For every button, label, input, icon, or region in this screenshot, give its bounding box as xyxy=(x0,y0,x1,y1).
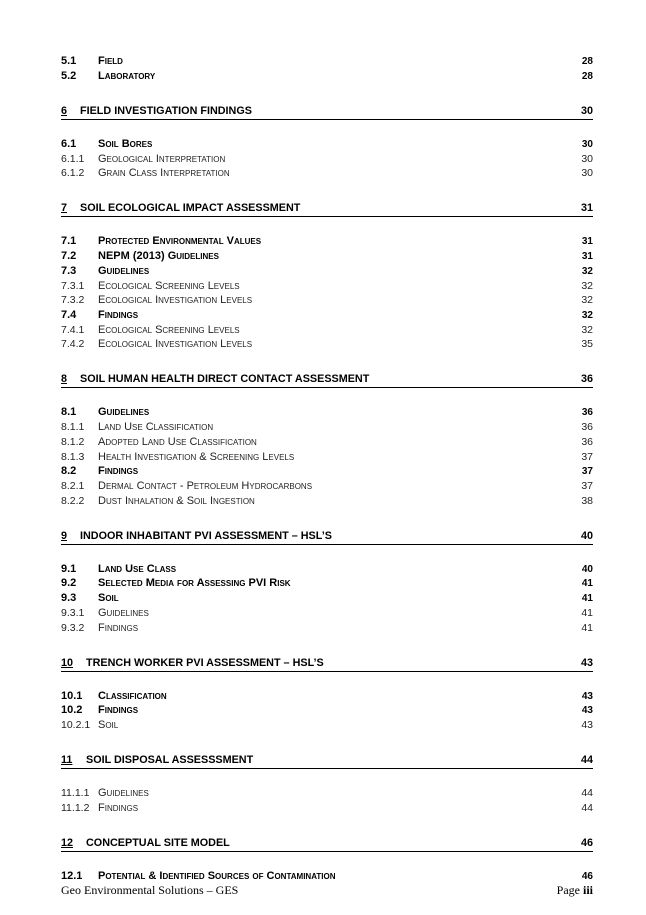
toc-entry-number: 11 xyxy=(61,754,73,767)
toc-entry-page: 31 xyxy=(580,202,593,215)
toc-entry-title: Findings xyxy=(98,621,139,634)
toc-entry-page: 43 xyxy=(581,705,593,717)
toc-entry-title: Findings xyxy=(98,801,139,814)
toc-entry-number: 6.1.2 xyxy=(61,167,85,180)
toc-entry-title: Dermal Contact - Petroleum Hydrocarbons xyxy=(98,479,313,492)
toc-entry-page: 40 xyxy=(580,529,593,542)
toc-entry-title: FIELD INVESTIGATION FINDINGS xyxy=(80,104,252,117)
toc-entry[interactable] xyxy=(61,835,593,852)
toc-entry[interactable] xyxy=(61,293,593,308)
toc-entry-page: 31 xyxy=(581,251,593,263)
toc-entry-number: 6 xyxy=(61,104,68,117)
toc-entry[interactable] xyxy=(61,420,593,435)
toc-entry-page: 32 xyxy=(581,323,593,336)
toc-entry-number: 9.2 xyxy=(61,577,77,590)
toc-entry[interactable] xyxy=(61,528,593,545)
toc-entry-page: 30 xyxy=(581,138,593,150)
toc-entry-title: SOIL HUMAN HEALTH DIRECT CONTACT ASSESSMENT xyxy=(80,373,370,386)
toc-entry-title: SOIL ECOLOGICAL IMPACT ASSESSMENT xyxy=(80,202,301,215)
toc-entry-title: Guidelines xyxy=(98,264,150,277)
toc-entry-number: 12 xyxy=(61,837,74,850)
toc-entry-title: Ecological Screening Levels xyxy=(98,279,240,292)
toc-entry-page: 28 xyxy=(581,56,593,67)
toc-entry-title: Dust Inhalation & Soil Ingestion xyxy=(98,494,255,507)
toc-entry-title: Grain Class Interpretation xyxy=(98,167,230,180)
toc-entry-title: Potential & Identified Sources of Contamination xyxy=(98,870,336,883)
toc-entry-title: Protected Environmental Values xyxy=(98,235,262,248)
toc-entry-page: 44 xyxy=(581,787,593,800)
toc-entry-number: 7.3 xyxy=(61,264,77,277)
toc-entry-number: 9.3.2 xyxy=(61,621,85,634)
toc-entry-page: 30 xyxy=(581,152,593,165)
toc-entry[interactable] xyxy=(61,718,593,733)
toc-entry-title: TRENCH WORKER PVI ASSESSMENT – HSL’S xyxy=(86,656,324,669)
toc-entry-number: 5.2 xyxy=(61,69,77,82)
toc-entry-page: 32 xyxy=(581,309,593,321)
toc-entry[interactable] xyxy=(61,264,593,279)
toc-entry-number: 8.1.1 xyxy=(61,421,85,434)
toc-entry-title: Classification xyxy=(98,689,167,702)
toc-entry-page: 37 xyxy=(581,450,593,463)
toc-entry-page: 38 xyxy=(581,494,593,507)
toc-entry-number: 5.1 xyxy=(61,55,77,67)
toc-entry[interactable] xyxy=(61,103,593,120)
toc-entry-number: 7.3.2 xyxy=(61,294,85,307)
toc-entry[interactable] xyxy=(61,562,593,577)
toc-entry-number: 7.4 xyxy=(61,308,77,321)
toc-entry-page: 40 xyxy=(581,563,593,575)
toc-entry-number: 9.1 xyxy=(61,562,77,575)
toc-entry-title: Soil Bores xyxy=(98,137,153,150)
toc-entry[interactable] xyxy=(61,786,593,801)
toc-entry-page: 43 xyxy=(580,656,593,669)
toc-entry-page: 30 xyxy=(581,167,593,180)
toc-entry-page: 37 xyxy=(581,466,593,478)
toc-entry-number: 9.3.1 xyxy=(61,606,85,619)
toc-entry[interactable] xyxy=(61,591,593,606)
toc-entry-number: 8.2 xyxy=(61,465,77,478)
toc-entry[interactable] xyxy=(61,69,593,84)
toc-entry-title: Guidelines xyxy=(98,606,149,619)
toc-entry[interactable] xyxy=(61,689,593,704)
toc-entry-title: Findings xyxy=(98,465,139,478)
toc-entry[interactable] xyxy=(61,703,593,718)
toc-entry-number: 10.2.1 xyxy=(61,719,91,732)
toc-entry-page: 46 xyxy=(580,837,593,850)
toc-entry[interactable] xyxy=(61,371,593,388)
toc-entry[interactable] xyxy=(61,435,593,450)
toc-entry[interactable] xyxy=(61,405,593,420)
toc-entry-title: Laboratory xyxy=(98,69,156,82)
toc-entry-number: 7.4.2 xyxy=(61,338,85,351)
toc-entry[interactable] xyxy=(61,308,593,323)
toc-entry-number: 9 xyxy=(61,529,68,542)
toc-entry[interactable] xyxy=(61,869,593,884)
toc-entry-number: 10 xyxy=(61,656,74,669)
toc-entry-page: 37 xyxy=(581,479,593,492)
toc-entry-title: Ecological Investigation Levels xyxy=(98,294,253,307)
toc-entry-number: 8.1.3 xyxy=(61,450,85,463)
toc-entry-page: 46 xyxy=(581,871,593,883)
toc-entry-page: 32 xyxy=(581,294,593,307)
toc-entry[interactable] xyxy=(61,464,593,479)
toc-entry-page: 41 xyxy=(581,578,593,590)
toc-entry-number: 8.1 xyxy=(61,406,77,419)
toc-entry-page: 30 xyxy=(580,104,593,117)
toc-entry[interactable] xyxy=(61,494,593,509)
toc-entry-number: 10.1 xyxy=(61,689,83,702)
footer-page-label: Page xyxy=(556,883,580,897)
toc-entry-title: Guidelines xyxy=(98,787,149,800)
toc-entry-title: Land Use Class xyxy=(98,562,177,575)
toc-entry-title: Land Use Classification xyxy=(98,421,214,434)
toc-entry-number: 10.2 xyxy=(61,704,83,717)
toc-entry-number: 8 xyxy=(61,373,68,386)
toc-entry-number: 11.1.2 xyxy=(61,801,90,814)
toc-entry-number: 7.3.1 xyxy=(61,279,85,292)
toc-entry-page: 31 xyxy=(581,236,593,248)
toc-entry-title: Health Investigation & Screening Levels xyxy=(98,450,295,463)
toc-entry-page: 44 xyxy=(581,801,593,814)
toc-entry-page: 36 xyxy=(581,407,593,419)
toc-entry[interactable] xyxy=(61,450,593,465)
toc-entry-title: Findings xyxy=(98,704,139,717)
toc-entry[interactable] xyxy=(61,655,593,672)
toc-entry-title: Field xyxy=(98,55,123,67)
toc-entry-title: Ecological Screening Levels xyxy=(98,323,240,336)
toc-entry-title: Findings xyxy=(98,308,139,321)
toc-entry-title: Soil xyxy=(98,719,119,732)
toc-entry[interactable] xyxy=(61,479,593,494)
toc-entry-title: CONCEPTUAL SITE MODEL xyxy=(86,837,230,850)
toc-entry[interactable] xyxy=(61,337,593,352)
toc-entry-number: 11.1.1 xyxy=(61,787,90,800)
toc-entry[interactable] xyxy=(61,576,593,591)
toc-entry-number: 12.1 xyxy=(61,870,83,883)
toc-entry-title: Adopted Land Use Classification xyxy=(98,435,257,448)
toc-entry-number: 9.3 xyxy=(61,592,77,605)
toc-entry-title: Soil xyxy=(98,592,119,605)
toc-entry[interactable] xyxy=(61,621,593,636)
toc-entry-page: 32 xyxy=(581,265,593,277)
toc-entry-page: 36 xyxy=(581,421,593,434)
toc-entry-title: Guidelines xyxy=(98,406,150,419)
footer-page-num: iii xyxy=(582,883,593,897)
toc-entry-page: 41 xyxy=(581,606,593,619)
toc-entry-number: 7.2 xyxy=(61,250,77,263)
toc-entry-number: 8.1.2 xyxy=(61,435,85,448)
toc-entry-number: 7.4.1 xyxy=(61,323,85,336)
toc-entry[interactable] xyxy=(61,801,593,816)
toc-entry-number: 8.2.2 xyxy=(61,494,85,507)
toc-entry-title: Geological Interpretation xyxy=(98,152,226,165)
toc-entry-page: 43 xyxy=(581,719,593,732)
toc-entry-number: 6.1 xyxy=(61,137,77,150)
footer-company: Geo Environmental Solutions – GES xyxy=(61,883,239,897)
toc-entry[interactable] xyxy=(61,137,593,152)
toc-entry[interactable] xyxy=(61,166,593,181)
toc-entry-page: 44 xyxy=(580,754,593,767)
toc-entry-title: Ecological Investigation Levels xyxy=(98,338,253,351)
toc-entry[interactable] xyxy=(61,752,593,769)
toc-entry-number: 6.1.1 xyxy=(61,152,85,165)
toc-entry-page: 41 xyxy=(581,593,593,605)
toc-entry-page: 43 xyxy=(581,690,593,702)
toc-entry[interactable] xyxy=(61,234,593,249)
toc-entry[interactable] xyxy=(61,54,593,69)
toc-entry-page: 36 xyxy=(580,373,593,386)
toc-entry[interactable] xyxy=(61,279,593,294)
toc-entry-page: 32 xyxy=(581,279,593,292)
toc-entry-number: 7.1 xyxy=(61,235,77,248)
toc-entry[interactable] xyxy=(61,152,593,167)
toc-entry-title: INDOOR INHABITANT PVI ASSESSMENT – HSL’S xyxy=(80,529,332,542)
toc-entry-title: Selected Media for Assessing PVI Risk xyxy=(98,577,291,590)
toc-entry[interactable] xyxy=(61,606,593,621)
toc-entry-title: NEPM (2013) Guidelines xyxy=(98,250,219,263)
toc-entry-page: 28 xyxy=(581,70,593,82)
toc-entry[interactable] xyxy=(61,200,593,217)
toc-entry[interactable] xyxy=(61,323,593,338)
footer-page-number xyxy=(557,883,593,901)
toc-entry-number: 8.2.1 xyxy=(61,479,85,492)
table-of-contents xyxy=(61,54,593,884)
toc-entry-page: 35 xyxy=(581,338,593,351)
page-footer xyxy=(61,883,593,901)
toc-entry[interactable] xyxy=(61,249,593,264)
toc-entry-title: SOIL DISPOSAL ASSESSSMENT xyxy=(86,754,254,767)
toc-entry-number: 7 xyxy=(61,202,68,215)
toc-entry-page: 36 xyxy=(581,435,593,448)
toc-entry-page: 41 xyxy=(581,621,593,634)
